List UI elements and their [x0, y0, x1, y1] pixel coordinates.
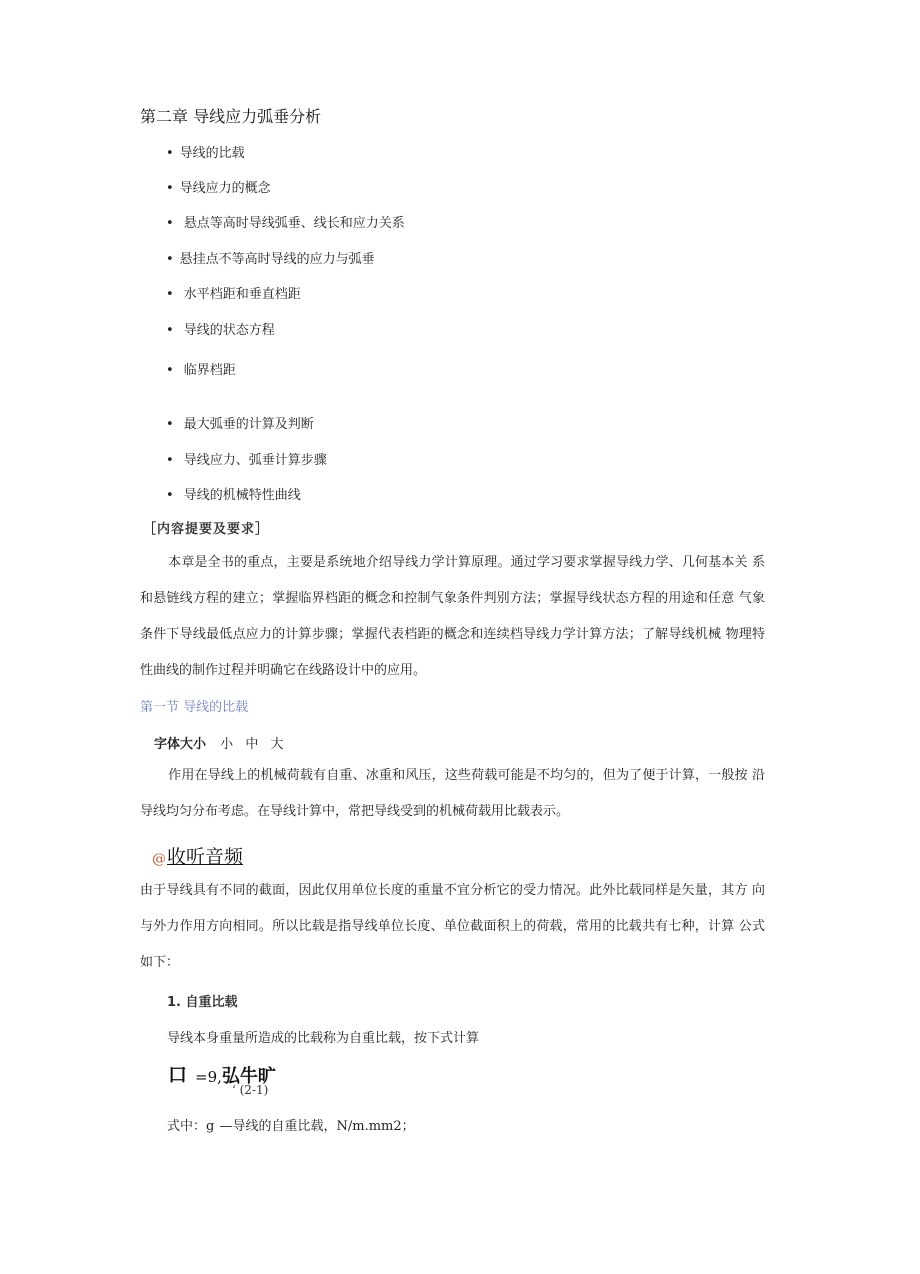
formula-intro: 导线本身重量所造成的比载称为自重比载，按下式计算	[167, 1031, 480, 1046]
bullet: •	[166, 216, 174, 231]
font-size-label: 字体大小	[154, 737, 207, 752]
font-size-large[interactable]: 大	[270, 737, 284, 752]
toc-item-label: 导线应力、弧垂计算步骤	[179, 453, 327, 468]
font-size-small[interactable]: 小	[220, 737, 234, 752]
bullet: •	[166, 287, 174, 302]
toc-item-label: 水平档距和垂直档距	[179, 287, 301, 302]
formula-where: 式中：g —导线的自重比载，N/m.mm2；	[167, 1119, 415, 1134]
toc-item-critical-span[interactable]	[166, 359, 236, 378]
body-text: 由于导线具有不同的截面，因此仅用单位长度的重量不宜分析它的受力情况。此外比载同样是矢量，其方 向与外力作用方向相同。所以比载是指导线单位长度、单位截面积上的荷载，常用的比载共有七种，计算 公式如下：	[140, 883, 765, 970]
font-size-medium[interactable]: 中	[245, 737, 259, 752]
toc-item-max-sag[interactable]	[166, 413, 314, 432]
toc-item-state-equation[interactable]	[166, 319, 275, 338]
summary-paragraph	[140, 545, 765, 689]
toc-item-label: 最大弧垂的计算及判断	[179, 417, 314, 432]
toc-item-unequal-height[interactable]	[166, 248, 375, 267]
summary-label: ［内容提要及要求］	[143, 522, 270, 537]
toc-item-span[interactable]	[166, 283, 301, 302]
audio-icon: @	[152, 851, 166, 867]
formula-rhs-prefix: =9,	[195, 1068, 222, 1086]
audio-label: 收听音频	[167, 846, 244, 868]
toc-item-stress-concept[interactable]	[166, 177, 271, 196]
toc-item-label: 悬挂点不等高时导线的应力与弧垂	[179, 252, 375, 267]
bullet: •	[166, 488, 174, 503]
summary-text: 本章是全书的重点，主要是系统地介绍导线力学计算原理。通过学习要求掌握导线力学、几何基本关 系和悬链线方程的建立；掌握临界档距的概念和控制气象条件判别方法；掌握导线状态方程的用途和任意 气象条件下导线最低点应力的计算步骤；掌握代表档距的概念和连续档导线力学计算方法；了解导线机械 物理特性曲线的制作过程并明确它在线路设计中的应用。	[140, 555, 765, 678]
formula-number: ‘ (2-1)	[232, 1083, 269, 1097]
intro-text: 作用在导线上的机械荷载有自重、冰重和风压，这些荷载可能是不均匀的，但为了便于计算，一般按 沿导线均匀分布考虑。在导线计算中，常把导线受到的机械荷载用比载表示。	[140, 768, 765, 819]
toc-item-label: 临界档距	[179, 363, 236, 378]
formula-rhs-main: 弘牛旷	[221, 1066, 276, 1087]
bullet: •	[166, 146, 174, 161]
body-paragraph	[140, 873, 765, 981]
subheading-self-weight: 1. 自重比载	[167, 995, 238, 1010]
bullet: •	[166, 252, 174, 267]
bullet: •	[166, 323, 174, 338]
toc-item-mech-curve[interactable]	[166, 484, 301, 503]
intro-paragraph	[140, 758, 765, 830]
listen-audio-link[interactable]	[152, 842, 243, 869]
bullet: •	[166, 181, 174, 196]
bullet: •	[166, 453, 174, 468]
toc-item-label: 导线的机械特性曲线	[179, 488, 301, 503]
toc-item-calc-steps[interactable]	[166, 449, 327, 468]
bullet: •	[166, 417, 174, 432]
toc-item-label: 导线的状态方程	[179, 323, 275, 338]
toc-item-label: 导线应力的概念	[179, 181, 271, 196]
toc-item-specific-load[interactable]	[166, 142, 245, 161]
toc-item-equal-height[interactable]	[166, 212, 405, 231]
toc-item-label: 导线的比载	[179, 146, 245, 161]
chapter-title: 第二章 导线应力弧垂分析	[140, 107, 322, 126]
bullet: •	[166, 363, 174, 378]
formula-lhs: 口	[168, 1064, 188, 1086]
font-size-selector	[154, 733, 291, 752]
section-heading: 第一节 导线的比载	[140, 700, 249, 715]
toc-item-label: 悬点等高时导线弧垂、线长和应力关系	[179, 216, 405, 231]
